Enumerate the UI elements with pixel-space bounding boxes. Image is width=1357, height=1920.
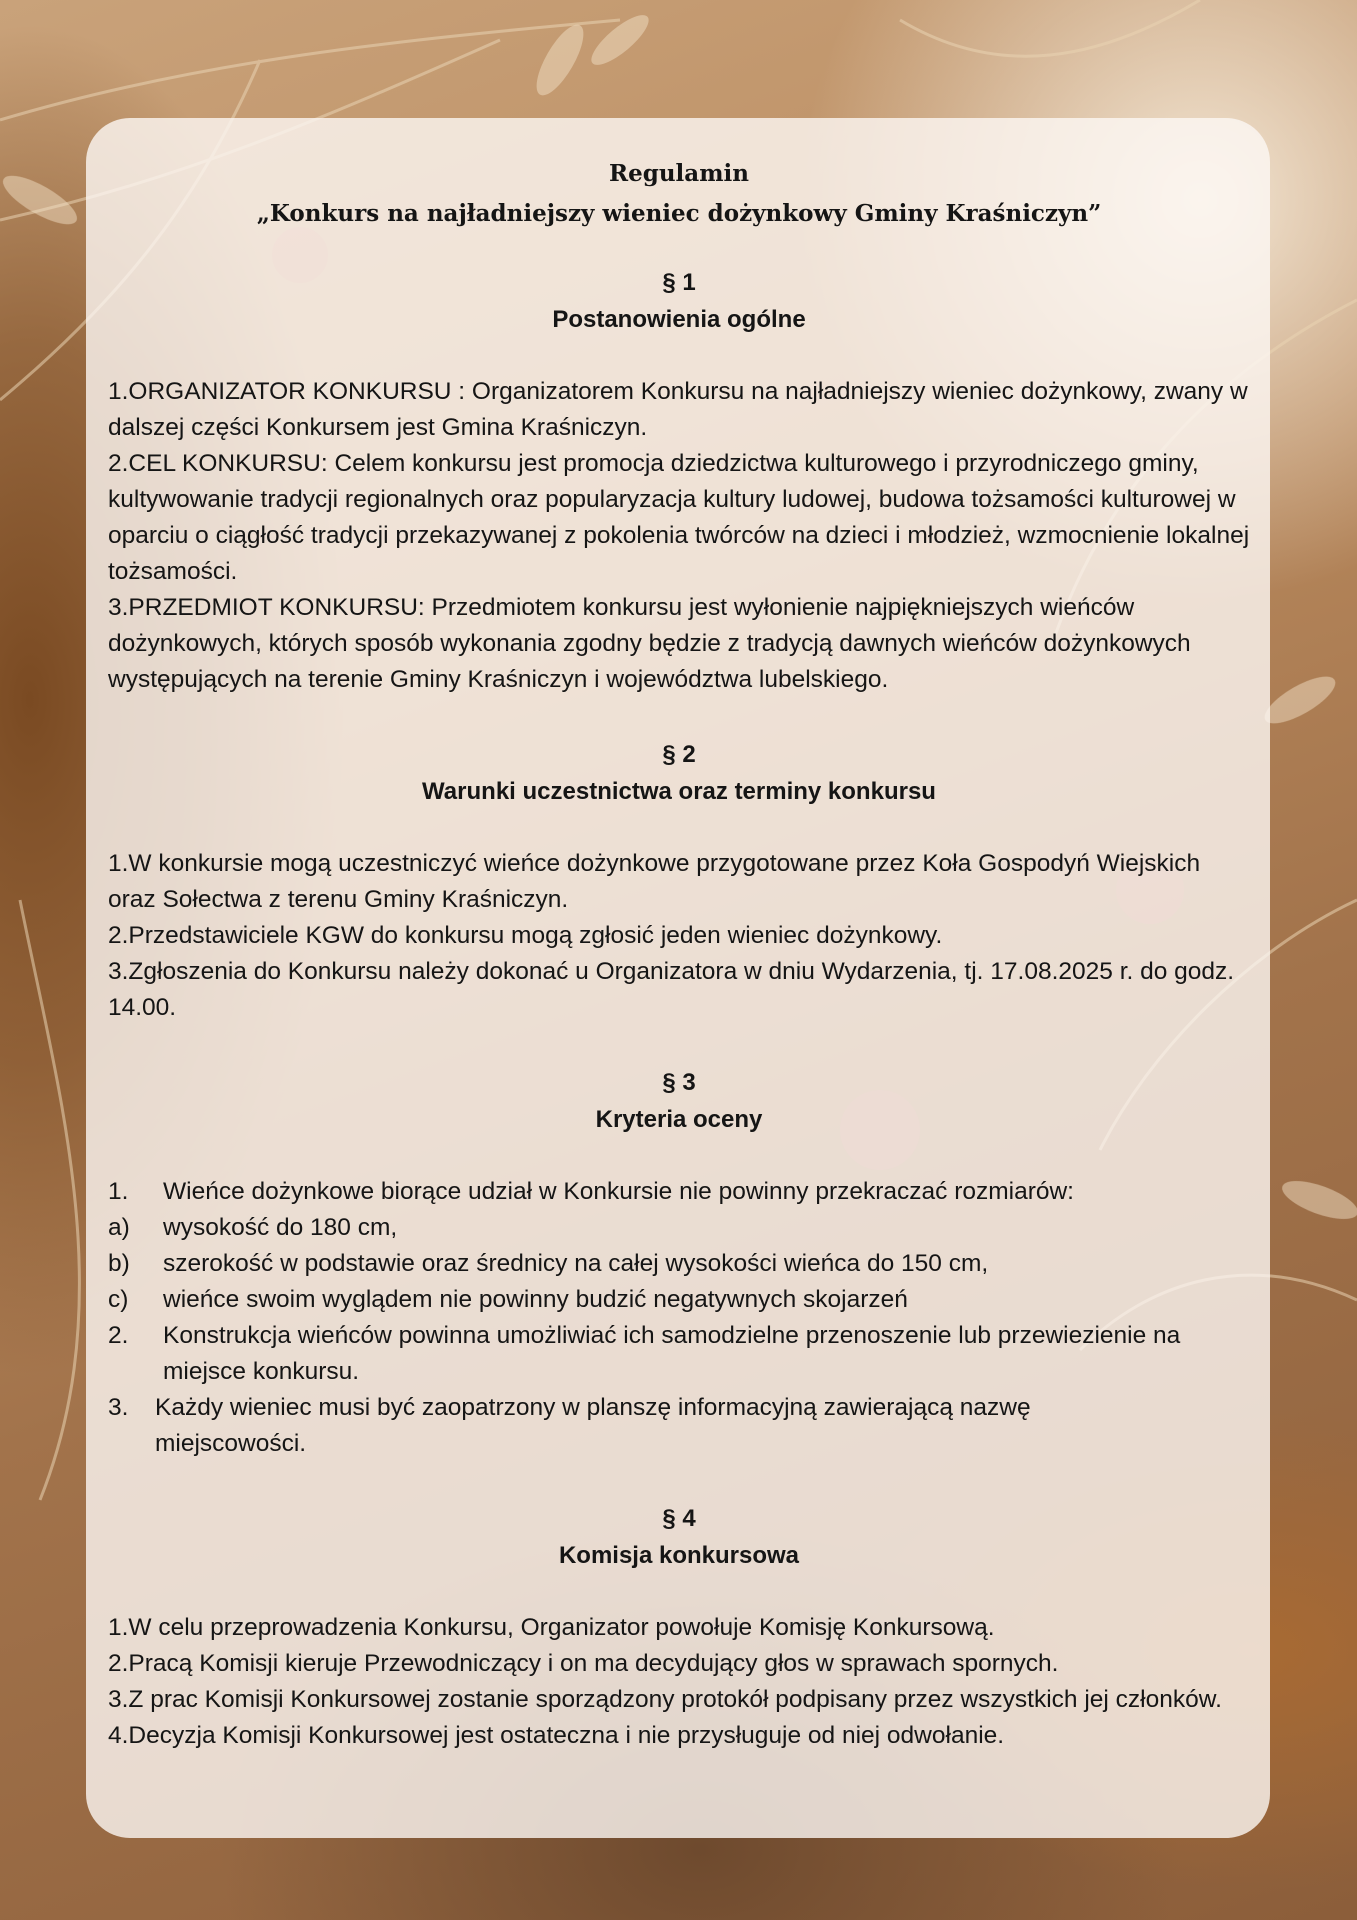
title-line-regulamin: Regulamin xyxy=(609,160,749,187)
section-1-title: Postanowienia ogólne xyxy=(552,306,806,333)
criteria-marker: 2. xyxy=(108,1322,129,1349)
section-4-paragraph: 1.W celu przeprowadzenia Konkursu, Organizator powołuje Komisję Konkursową. xyxy=(108,1614,995,1641)
criteria-item xyxy=(108,1210,1250,1246)
section-3-number: § 3 xyxy=(662,1069,696,1096)
section-1-number: § 1 xyxy=(662,269,696,296)
criteria-text: Konstrukcja wieńców powinna umożliwiać ich samodzielne przenoszenie lub przewiezienie na miejsce konkursu. xyxy=(163,1322,1181,1385)
criteria-item xyxy=(108,1174,1250,1210)
section-3-criteria-list xyxy=(108,1174,1250,1462)
section-1-body xyxy=(108,374,1250,698)
criteria-marker: 3. xyxy=(108,1394,129,1421)
document-title xyxy=(108,154,1250,234)
criteria-marker: b) xyxy=(108,1250,130,1277)
criteria-text: szerokość w podstawie oraz średnicy na całej wysokości wieńca do 150 cm, xyxy=(163,1250,989,1277)
section-2-title: Warunki uczestnictwa oraz terminy konkursu xyxy=(422,778,936,805)
section-2-paragraph: 1.W konkursie mogą uczestniczyć wieńce dożynkowe przygotowane przez Koła Gospodyń Wiejskich oraz Sołectwa z terenu Gminy Kraśniczyn. xyxy=(108,850,1201,913)
section-1-paragraph: 3.PRZEDMIOT KONKURSU: Przedmiotem konkursu jest wyłonienie najpiękniejszych wieńców dożynkowych, których sposób wykonania zgodny będzie z tradycją dawnych wieńców dożynkowych występujących na terenie Gminy Kraśniczyn i województwa lubelskiego. xyxy=(108,594,1191,693)
criteria-item xyxy=(108,1318,1250,1390)
criteria-item xyxy=(108,1390,1250,1462)
section-4-number: § 4 xyxy=(662,1505,696,1532)
section-2-paragraph: 3.Zgłoszenia do Konkursu należy dokonać u Organizatora w dniu Wydarzenia, tj. 17.08.2025 r. do godz. 14.00. xyxy=(108,958,1235,1021)
criteria-marker: c) xyxy=(108,1286,129,1313)
section-4-title: Komisja konkursowa xyxy=(558,1542,800,1569)
criteria-text: wysokość do 180 cm, xyxy=(163,1214,398,1241)
section-4-paragraph: 3.Z prac Komisji Konkursowej zostanie sporządzony protokół podpisany przez wszystkich jej członków. xyxy=(108,1686,1222,1713)
section-4-paragraph: 4.Decyzja Komisji Konkursowej jest ostateczna i nie przysługuje od niej odwołanie. xyxy=(108,1722,1005,1749)
section-4-body xyxy=(108,1610,1250,1754)
rules-document xyxy=(108,154,1250,1754)
criteria-text: Każdy wieniec musi być zaopatrzony w planszę informacyjną zawierającą nazwę miejscowości. xyxy=(155,1394,1031,1457)
criteria-marker: a) xyxy=(108,1214,130,1241)
criteria-item xyxy=(108,1246,1250,1282)
section-1-paragraph: 2.CEL KONKURSU: Celem konkursu jest promocja dziedzictwa kulturowego i przyrodniczego gminy, kultywowanie tradycji regionalnych oraz popularyzacja kultury ludowej, budowa tożsamości kulturowej w oparciu o ciągłość tradycji przekazywanej z pokolenia twórców na dzieci i młodzież, wzmocnienie lokalnej tożsamości. xyxy=(108,450,1250,585)
section-4-paragraph: 2.Pracą Komisji kieruje Przewodniczący i on ma decydujący głos w sprawach spornych. xyxy=(108,1650,1059,1677)
section-2-paragraph: 2.Przedstawiciele KGW do konkursu mogą zgłosić jeden wieniec dożynkowy. xyxy=(108,922,943,949)
criteria-text: Wieńce dożynkowe biorące udział w Konkursie nie powinny przekraczać rozmiarów: xyxy=(163,1178,1074,1205)
criteria-marker: 1. xyxy=(108,1178,129,1205)
criteria-text: wieńce swoim wyglądem nie powinny budzić negatywnych skojarzeń xyxy=(163,1286,908,1313)
title-line-contest-name: „Konkurs na najładniejszy wieniec dożynkowy Gminy Kraśniczyn” xyxy=(256,200,1102,227)
section-2-number: § 2 xyxy=(662,741,696,768)
criteria-item xyxy=(108,1282,1250,1318)
section-3-title: Kryteria oceny xyxy=(595,1106,763,1133)
section-1-paragraph: 1.ORGANIZATOR KONKURSU : Organizatorem Konkursu na najładniejszy wieniec dożynkowy, zwany w dalszej części Konkursem jest Gmina Kraśniczyn. xyxy=(108,378,1248,441)
section-2-body xyxy=(108,846,1250,1026)
